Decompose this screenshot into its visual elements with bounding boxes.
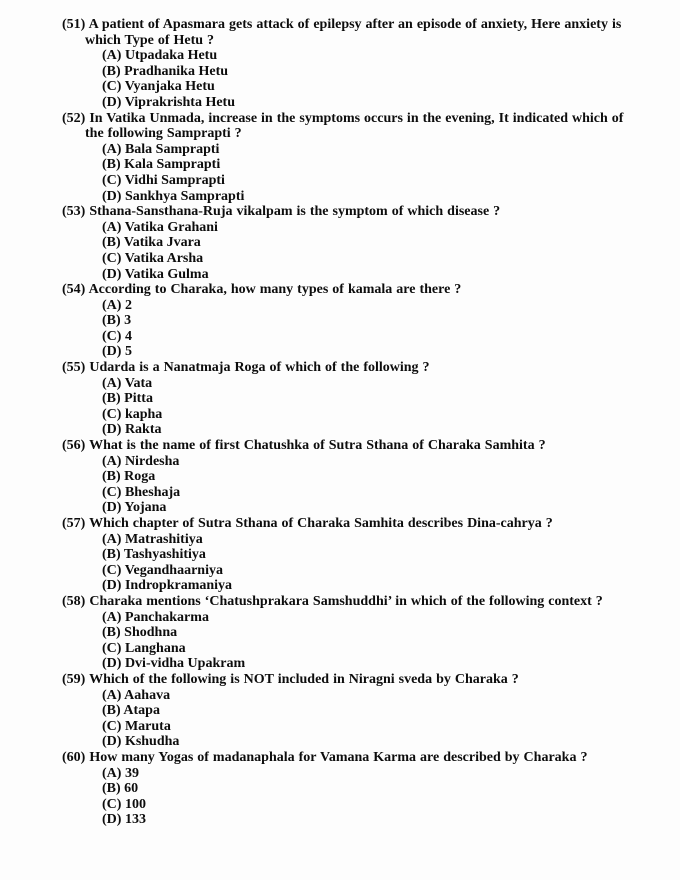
option-text: Viprakrishta Hetu	[124, 94, 236, 110]
option-line	[62, 454, 630, 470]
option-line	[62, 797, 630, 813]
question-text-line	[62, 438, 630, 454]
option-line	[62, 313, 630, 329]
option-label: (D)	[102, 344, 122, 360]
option-text: kapha	[124, 406, 163, 422]
option-line	[62, 251, 630, 267]
question-list	[62, 17, 630, 828]
option-line	[62, 391, 630, 407]
option-text: 3	[124, 313, 132, 329]
question-text-line	[62, 750, 630, 766]
option-label: (B)	[102, 703, 121, 719]
option-label: (D)	[102, 734, 122, 750]
option-text: Pitta	[124, 391, 153, 407]
option-line	[62, 610, 630, 626]
option-label: (A)	[102, 531, 122, 547]
option-line	[62, 563, 630, 579]
option-label: (C)	[102, 484, 122, 500]
option-label: (B)	[102, 63, 121, 79]
option-line	[62, 532, 630, 548]
question-statement: Which chapter of Sutra Sthana of Charaka Samhita describes Dina-cahrya ?	[89, 516, 553, 531]
option-label: (D)	[102, 656, 122, 672]
question-number: (59)	[62, 671, 86, 687]
option-line	[62, 485, 630, 501]
option-label: (D)	[102, 266, 122, 282]
option-text: 60	[124, 781, 139, 797]
option-label: (A)	[102, 297, 122, 313]
option-text: Kala Samprapti	[124, 157, 221, 173]
option-line	[62, 469, 630, 485]
question-text-line	[62, 516, 630, 532]
question-block	[62, 438, 630, 516]
question-text-line	[62, 594, 630, 610]
option-line	[62, 812, 630, 828]
question-statement: A patient of Apasmara gets attack of epilepsy after an episode of anxiety, Here anxiety is which Type of Hetu ?	[85, 17, 622, 48]
option-text: Vatika Grahani	[124, 219, 218, 235]
question-block	[62, 516, 630, 594]
option-text: Yojana	[124, 500, 167, 516]
option-line	[62, 142, 630, 158]
option-label: (C)	[102, 796, 122, 812]
question-block	[62, 672, 630, 750]
question-number: (57)	[62, 516, 86, 531]
option-text: Pradhanika Hetu	[124, 63, 229, 79]
option-line	[62, 173, 630, 189]
option-text: Matrashitiya	[124, 531, 203, 547]
option-label: (A)	[102, 141, 122, 157]
option-text: Shodhna	[124, 625, 178, 641]
question-statement: How many Yogas of madanaphala for Vamana Karma are described by Charaka ?	[89, 749, 588, 765]
option-label: (D)	[102, 188, 122, 204]
option-label: (A)	[102, 687, 122, 703]
option-label: (A)	[102, 48, 122, 64]
option-text: Langhana	[124, 640, 186, 656]
option-label: (D)	[102, 500, 122, 516]
question-block	[62, 750, 630, 828]
option-text: Dvi-vidha Upakram	[124, 656, 246, 672]
option-label: (A)	[102, 765, 122, 781]
question-text-line	[62, 17, 630, 48]
option-text: Vata	[124, 375, 153, 391]
option-label: (A)	[102, 375, 122, 391]
option-text: Bheshaja	[124, 484, 181, 500]
option-line	[62, 189, 630, 205]
option-line	[62, 64, 630, 80]
option-line	[62, 344, 630, 360]
option-line	[62, 376, 630, 392]
question-text-line	[62, 111, 630, 142]
option-label: (C)	[102, 172, 122, 188]
option-text: 100	[124, 796, 146, 812]
question-number: (55)	[62, 360, 86, 376]
option-line	[62, 781, 630, 797]
question-number: (51)	[62, 17, 86, 32]
question-number: (60)	[62, 749, 86, 765]
option-line	[62, 688, 630, 704]
option-text: Panchakarma	[124, 609, 209, 625]
option-line	[62, 79, 630, 95]
question-statement: What is the name of first Chatushka of Sutra Sthana of Charaka Samhita ?	[89, 438, 546, 454]
option-text: 133	[124, 812, 146, 828]
option-text: Roga	[124, 469, 156, 485]
question-statement: According to Charaka, how many types of kamala are there ?	[88, 282, 462, 298]
option-text: Vidhi Samprapti	[124, 172, 225, 188]
question-block	[62, 282, 630, 360]
option-text: Maruta	[124, 718, 171, 734]
option-line	[62, 267, 630, 283]
question-text-line	[62, 282, 630, 298]
question-statement: Udarda is a Nanatmaja Roga of which of the following ?	[89, 360, 430, 376]
option-label: (C)	[102, 250, 122, 266]
option-line	[62, 220, 630, 236]
question-number: (52)	[62, 110, 86, 126]
option-text: Tashyashitiya	[123, 547, 206, 563]
option-line	[62, 48, 630, 64]
question-statement: Charaka mentions ‘Chatushprakara Samshuddhi’ in which of the following context ?	[89, 593, 603, 609]
option-label: (A)	[102, 609, 122, 625]
option-label: (C)	[102, 562, 122, 578]
option-text: Vegandhaarniya	[124, 562, 223, 578]
option-line	[62, 298, 630, 314]
option-line	[62, 734, 630, 750]
question-block	[62, 204, 630, 282]
option-text: Indropkramaniya	[124, 578, 233, 594]
question-text-line	[62, 204, 630, 220]
option-label: (D)	[102, 812, 122, 828]
question-block	[62, 17, 630, 111]
option-line	[62, 500, 630, 516]
question-number: (56)	[62, 438, 86, 454]
option-text: 39	[124, 765, 139, 781]
option-text: 4	[124, 328, 132, 344]
option-text: Rakta	[124, 422, 162, 438]
option-label: (D)	[102, 422, 122, 438]
option-text: Utpadaka Hetu	[124, 48, 218, 64]
question-statement: Which of the following is NOT included in Niragni sveda by Charaka ?	[89, 671, 519, 687]
option-line	[62, 766, 630, 782]
option-line	[62, 157, 630, 173]
option-line	[62, 95, 630, 111]
option-label: (B)	[102, 547, 121, 563]
option-label: (A)	[102, 219, 122, 235]
option-line	[62, 625, 630, 641]
option-label: (B)	[102, 235, 121, 251]
option-text: Nirdesha	[124, 453, 180, 469]
question-statement: In Vatika Unmada, increase in the symptoms occurs in the evening, It indicated which of the following Samprapti ?	[85, 110, 624, 142]
option-text: 5	[124, 344, 132, 360]
question-number: (53)	[62, 204, 86, 220]
option-label: (B)	[102, 391, 121, 407]
option-text: Vatika Jvara	[123, 235, 201, 251]
option-label: (C)	[102, 79, 122, 95]
option-line	[62, 329, 630, 345]
option-label: (C)	[102, 640, 122, 656]
question-block	[62, 111, 630, 205]
question-number: (58)	[62, 593, 86, 609]
option-label: (C)	[102, 328, 122, 344]
option-text: Bala Samprapti	[124, 141, 220, 157]
option-line	[62, 578, 630, 594]
option-text: Aahava	[124, 687, 171, 703]
option-label: (D)	[102, 578, 122, 594]
option-line	[62, 547, 630, 563]
question-block	[62, 360, 630, 438]
option-text: Atapa	[123, 703, 160, 719]
option-line	[62, 719, 630, 735]
option-label: (B)	[102, 781, 121, 797]
option-text: Vatika Arsha	[124, 250, 204, 266]
option-label: (C)	[102, 406, 122, 422]
option-line	[62, 656, 630, 672]
option-line	[62, 641, 630, 657]
question-text-line	[62, 672, 630, 688]
option-line	[62, 703, 630, 719]
option-label: (D)	[102, 94, 122, 110]
option-label: (B)	[102, 469, 121, 485]
question-block	[62, 594, 630, 672]
question-text-line	[62, 360, 630, 376]
option-label: (B)	[102, 313, 121, 329]
option-label: (B)	[102, 157, 121, 173]
option-text: Vyanjaka Hetu	[124, 79, 215, 95]
option-label: (C)	[102, 718, 122, 734]
option-label: (B)	[102, 625, 121, 641]
option-text: Vatika Gulma	[124, 266, 209, 282]
option-label: (A)	[102, 453, 122, 469]
option-text: 2	[124, 297, 132, 313]
option-text: Kshudha	[124, 734, 180, 750]
question-number: (54)	[62, 282, 86, 298]
option-text: Sankhya Samprapti	[124, 188, 245, 204]
option-line	[62, 407, 630, 423]
option-line	[62, 235, 630, 251]
question-statement: Sthana-Sansthana-Ruja vikalpam is the symptom of which disease ?	[89, 204, 501, 220]
option-line	[62, 422, 630, 438]
